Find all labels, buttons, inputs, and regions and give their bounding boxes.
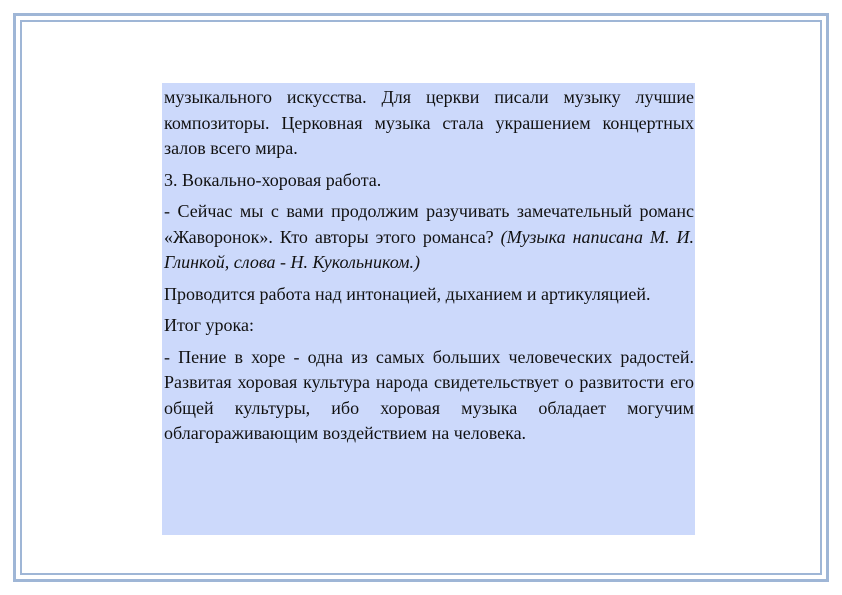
- text-box[interactable]: [162, 83, 695, 535]
- paragraph-text: Итог урока:: [164, 315, 254, 335]
- paragraph-text: - Сейчас мы с вами продолжим разучивать замечательный романс «Жаворонок». Кто авторы этого романса?: [164, 201, 694, 247]
- paragraph-church-music: [164, 85, 694, 162]
- paragraph-text: - Пение в хоре - одна из самых больших человеческих радостей. Развитая хоровая культура народа свидетельствует о развитости его общей культуры, ибо хоровая музыка обладает могучим облагораживающим воздействием на человека.: [164, 346, 694, 443]
- paragraph-romance-question: [164, 199, 694, 276]
- paragraph-lesson-summary: [164, 345, 694, 447]
- paragraph-vocal-choral-work: [164, 168, 694, 194]
- paragraph-intonation-work: [164, 282, 694, 308]
- paragraph-text: музыкального искусства. Для церкви писали музыку лучшие композиторы. Церковная музыка стала украшением концертных залов всего мира.: [164, 87, 694, 158]
- paragraph-italic-answer: (Музыка написана М. И. Глинкой, слова - Н. Кукольником.): [164, 226, 694, 272]
- paragraph-text: 3. Вокально-хоровая работа.: [164, 169, 382, 190]
- paragraph-lesson-summary-heading: [164, 313, 694, 339]
- paragraph-text: Проводится работа над интонацией, дыханием и артикуляцией.: [164, 283, 651, 304]
